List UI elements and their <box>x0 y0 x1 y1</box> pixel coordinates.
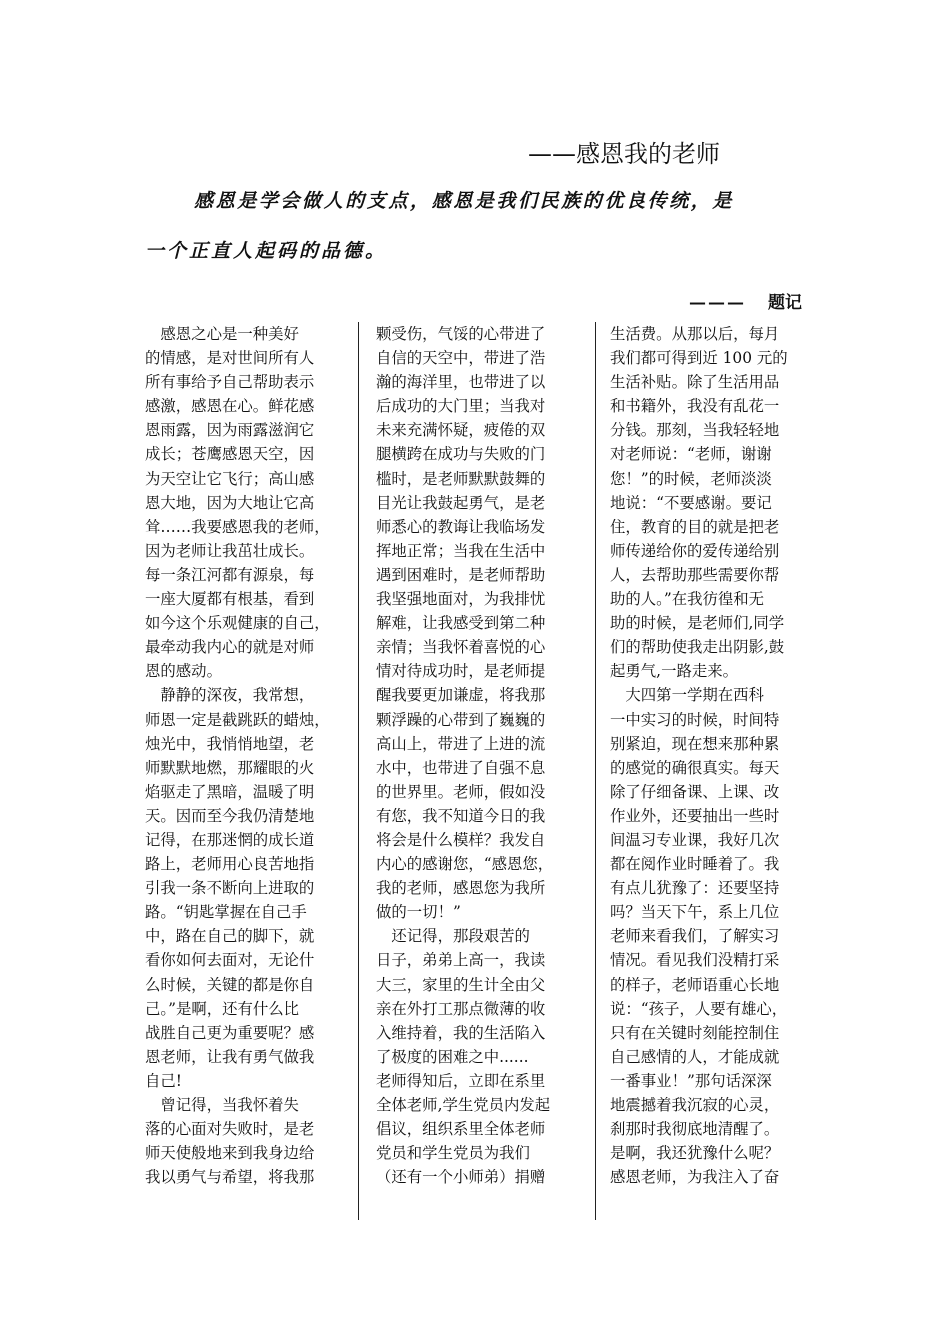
column-text-line: 路。“钥匙掌握在自己手 <box>145 903 307 922</box>
column-text-line: 目光让我鼓起勇气，是老 <box>376 493 546 512</box>
column-text-line: 恩老师，让我有勇气做我 <box>145 1047 315 1066</box>
column-text-line: 师传递给你的爱传递给别 <box>610 541 780 560</box>
column-text-line: 师默默地燃，那耀眼的火 <box>145 758 315 777</box>
column-text-line: 的情感，是对世间所有人 <box>145 349 315 368</box>
column-text-line: 党员和学生党员为我们 <box>376 1144 530 1163</box>
text-column-1 <box>145 322 345 1189</box>
column-text-line: 烛光中，我悄悄地望，老 <box>145 734 315 753</box>
column-text-line: 您！”的时候，老师淡淡 <box>610 469 772 488</box>
column-text-line: 恩雨露，因为雨露滋润它 <box>145 421 315 440</box>
column-divider-2 <box>595 322 596 1220</box>
column-text-line: 地震撼着我沉寂的心灵， <box>610 1096 780 1114</box>
column-text-line: 日子，弟弟上高一，我读 <box>376 951 546 970</box>
column-text-line: 耸……我要感恩我的老师， <box>145 517 330 536</box>
column-text-line: 说：“孩子，人要有雄心， <box>610 999 788 1018</box>
column-text-line: 为天空让它飞行；高山感 <box>145 469 315 488</box>
column-text-line: 分钱。那刻，当我轻轻地 <box>610 421 780 440</box>
column-text-line: 水中，也带进了自强不息 <box>376 758 546 777</box>
column-text-line: 师天使般地来到我身边给 <box>145 1144 315 1163</box>
column-text-line: 老师来看我们，了解实习 <box>610 927 780 946</box>
column-text-line: 的感觉的确很真实。每天 <box>610 758 780 777</box>
column-text-line: 有点儿犹豫了：还要坚持 <box>610 879 780 898</box>
column-text-line: 们的帮助使我走出阴影,鼓 <box>610 638 785 657</box>
column-text-line: 亲在外打工那点微薄的收 <box>376 999 546 1018</box>
column-text-line: 感恩老师，为我注入了奋 <box>610 1168 780 1187</box>
column-text-line: 未来充满怀疑，疲倦的双 <box>376 421 546 440</box>
column-text-line: 的样子，老师语重心长地 <box>610 975 780 994</box>
column-text-line: 看你如何去面对，无论什 <box>145 951 315 970</box>
column-text-line: 静静的深夜，我常想， <box>145 686 315 705</box>
column-text-line: 刹那时我彻底地清醒了。 <box>610 1120 780 1139</box>
column-text-line: 所有事给予自己帮助表示 <box>145 373 315 392</box>
column-text-line: 自己! <box>145 1071 182 1090</box>
column-text-line: 地说：“不要感谢。要记 <box>610 493 772 512</box>
column-text-line: 师恩一定是截跳跃的蜡烛， <box>145 710 330 729</box>
attribution-label: 题记 <box>768 293 802 313</box>
column-text-line: 是啊，我还犹豫什么呢？ <box>610 1144 780 1163</box>
column-text-line: 倡议，组织系里全体老师 <box>376 1120 546 1139</box>
column-text-line: 的世界里。老师，假如没 <box>376 782 546 801</box>
column-text-line: 入维持着，我的生活陷入 <box>376 1023 546 1042</box>
column-text-line: 人，去帮助那些需要你帮 <box>610 565 780 584</box>
column-text-line: 全体老师,学生党员内发起 <box>376 1096 551 1114</box>
text-column-2 <box>376 322 576 1189</box>
column-text-line: 恩大地，因为大地让它高 <box>145 493 315 512</box>
column-text-line: 我以勇气与希望，将我那 <box>145 1168 315 1187</box>
column-text-line: 后成功的大门里；当我对 <box>376 397 546 416</box>
column-text-line: 情况。看见我们没精打采 <box>610 951 780 970</box>
column-text-line: 生活补贴。除了生活用品 <box>610 373 780 392</box>
column-text-line: 天。因而至今我仍清楚地 <box>145 806 315 825</box>
column-text-line: 如今这个乐观健康的自己， <box>145 614 330 633</box>
column-text-line: 住，教育的目的就是把老 <box>610 517 780 536</box>
column-text-line: 最牵动我内心的就是对师 <box>145 638 315 657</box>
column-text-line: 中，路在自己的脚下，就 <box>145 927 315 946</box>
column-text-line: （还有一个小师弟）捐赠 <box>376 1168 546 1187</box>
column-text-line: 师悉心的教诲让我临场发 <box>376 517 546 536</box>
article-subtitle: ——感恩我的老师 <box>528 140 720 168</box>
column-text-line: 亲情；当我怀着喜悦的心 <box>376 638 546 657</box>
column-text-line: 起勇气,一路走来。 <box>610 662 739 681</box>
column-text-line: 曾记得，当我怀着失 <box>145 1096 299 1114</box>
column-text-line: 还记得，那段艰苦的 <box>376 927 530 946</box>
column-text-line: 内心的感谢您，“感恩您， <box>376 855 554 874</box>
column-text-line: 颗浮躁的心带到了巍巍的 <box>376 710 546 729</box>
column-text-line: 别紧迫，现在想来那种累 <box>610 734 780 753</box>
column-text-line: 挥地正常；当我在生活中 <box>376 541 546 560</box>
column-text-line: 战胜自己更为重要呢？感 <box>145 1023 315 1042</box>
column-text-line: 恩的感动。 <box>145 662 222 681</box>
column-text-line: 引我一条不断向上进取的 <box>145 879 315 898</box>
column-text-line: 瀚的海洋里，也带进了以 <box>376 373 546 392</box>
column-text-line: 感激，感恩在心。鲜花感 <box>145 397 315 416</box>
column-text-line: 遇到困难时，是老师帮助 <box>376 565 546 584</box>
epigraph-attribution <box>689 288 802 313</box>
column-text-line: 我的老师，感恩您为我所 <box>376 879 546 898</box>
column-text-line: 助的人。”在我彷徨和无 <box>610 590 765 609</box>
column-text-line: 落的心面对失败时，是老 <box>145 1120 315 1139</box>
epigraph-line-1: 感恩是学会做人的支点，感恩是我们民族的优良传统，是 <box>194 190 735 212</box>
column-text-line: 了极度的困难之中...... <box>376 1047 529 1066</box>
column-text-line: 和书籍外，我没有乱花一 <box>610 397 780 416</box>
column-text-line: 成长；苍鹰感恩天空，因 <box>145 445 315 464</box>
column-text-line: 一中实习的时候，时间特 <box>610 710 780 729</box>
column-text-line: 腿横跨在成功与失败的门 <box>376 445 546 464</box>
column-text-line: 醒我要更加谦虚，将我那 <box>376 686 546 705</box>
column-text-line: 每一条江河都有源泉，每 <box>145 565 315 584</box>
column-text-line: 我们都可得到近 100 元的 <box>610 349 788 368</box>
column-text-line: 一座大厦都有根基，看到 <box>145 590 315 609</box>
column-text-line: 自信的天空中，带进了浩 <box>376 349 546 368</box>
column-text-line: 做的一切！” <box>376 903 461 922</box>
column-text-line: 老师得知后，立即在系里 <box>376 1071 546 1090</box>
column-text-line: 焰驱走了黑暗，温暖了明 <box>145 782 315 801</box>
column-text-line: 路上，老师用心良苦地指 <box>145 855 315 874</box>
column-text-line: 作业外，还要抽出一些时 <box>610 806 780 825</box>
column-text-line: 自己感情的人，才能成就 <box>610 1047 780 1066</box>
epigraph-line-2: 一个正直人起码的品德。 <box>145 240 388 262</box>
column-text-line: 将会是什么模样？我发自 <box>376 830 546 849</box>
column-text-line: 槛时，是老师默默鼓舞的 <box>376 469 546 488</box>
column-text-line: 颗受伤，气馁的心带进了 <box>376 325 546 343</box>
text-column-3 <box>610 322 815 1189</box>
column-text-line: 间温习专业课，我好几次 <box>610 830 780 849</box>
column-text-line: 大四第一学期在西科 <box>610 686 764 705</box>
column-text-line: 都在阅作业时睡着了。我 <box>610 855 780 874</box>
column-text-line: 有您，我不知道今日的我 <box>376 806 546 825</box>
column-text-line: 助的时候，是老师们,同学 <box>610 614 785 633</box>
column-text-line: 除了仔细备课、上课、改 <box>610 782 780 801</box>
column-text-line: 吗？当天下午，系上几位 <box>610 903 780 922</box>
column-text-line: 记得，在那迷惘的成长道 <box>145 830 315 849</box>
column-text-line: 解难，让我感受到第二种 <box>376 614 546 633</box>
column-text-line: 对老师说：“老师，谢谢 <box>610 445 772 464</box>
column-text-line: 情对待成功时，是老师提 <box>376 662 546 681</box>
column-text-line: 么时候，关键的都是你自 <box>145 975 315 994</box>
column-text-line: 因为老师让我茁壮成长。 <box>145 541 315 560</box>
attribution-dash: ——— <box>689 293 746 313</box>
column-text-line: 高山上，带进了上进的流 <box>376 734 546 753</box>
column-text-line: 感恩之心是一种美好 <box>145 325 299 343</box>
column-divider-1 <box>358 322 359 1220</box>
column-text-line: 生活费。从那以后，每月 <box>610 325 780 343</box>
column-text-line: 大三，家里的生计全由父 <box>376 975 546 994</box>
column-text-line: 己。”是啊，还有什么比 <box>145 999 300 1018</box>
column-text-line: 一番事业！”那句话深深 <box>610 1071 772 1090</box>
column-text-line: 只有在关键时刻能控制住 <box>610 1023 780 1042</box>
column-text-line: 我坚强地面对，为我排忧 <box>376 590 546 609</box>
